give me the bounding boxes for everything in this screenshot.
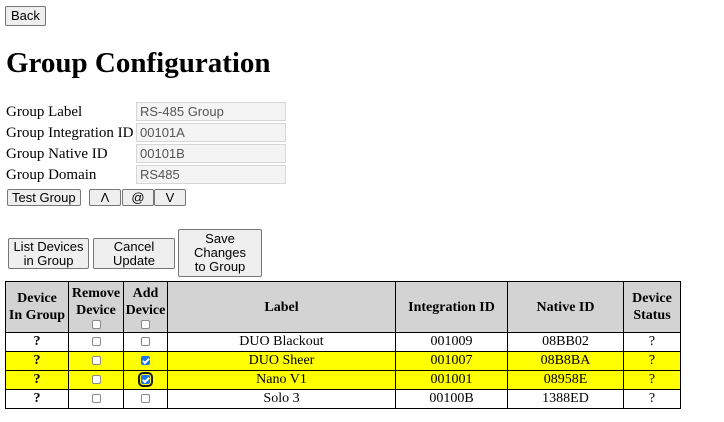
- status-cell: ?: [624, 390, 681, 409]
- label-cell: DUO Blackout: [168, 333, 396, 352]
- native-id-cell: 08958E: [508, 371, 624, 390]
- group-label-label: Group Label: [6, 104, 83, 120]
- native-id-cell: 08B8BA: [508, 352, 624, 371]
- add-cell: [124, 371, 168, 390]
- remove-device-checkbox[interactable]: [92, 394, 101, 403]
- back-button[interactable]: Back: [5, 6, 46, 26]
- device-table: [5, 281, 681, 409]
- in-group-cell: ?: [6, 352, 69, 371]
- remove-device-checkbox[interactable]: [92, 356, 101, 365]
- remove-cell: [69, 352, 124, 371]
- save-changes-button[interactable]: [178, 229, 262, 277]
- save-changes-label-1: Save: [205, 231, 235, 246]
- add-device-checkbox[interactable]: [141, 356, 150, 365]
- integration-id-cell: 001007: [396, 352, 508, 371]
- page-title: Group Configuration: [6, 47, 271, 79]
- in-group-cell: ?: [6, 371, 69, 390]
- remove-all-checkbox[interactable]: [92, 320, 101, 329]
- add-device-checkbox[interactable]: [141, 394, 150, 403]
- add-cell: [124, 333, 168, 352]
- header-status-line-1: Device: [632, 291, 672, 306]
- header-remove-device: [69, 282, 124, 333]
- header-add-line-2: Device: [125, 303, 166, 318]
- header-add-line-1: Add: [132, 286, 159, 301]
- remove-cell: [69, 333, 124, 352]
- remove-cell: [69, 371, 124, 390]
- label-cell: Nano V1: [168, 371, 396, 390]
- move-down-button[interactable]: V: [154, 189, 186, 206]
- add-cell: [124, 352, 168, 371]
- in-group-cell: ?: [6, 333, 69, 352]
- status-cell: ?: [624, 333, 681, 352]
- table-row: [6, 333, 681, 352]
- header-status-line-2: Status: [633, 308, 671, 323]
- header-integration-id: Integration ID: [396, 282, 508, 333]
- header-device-status: [624, 282, 681, 333]
- group-domain-input[interactable]: [136, 165, 286, 184]
- group-domain-label: Group Domain: [6, 167, 97, 183]
- native-id-cell: 1388ED: [508, 390, 624, 409]
- remove-device-checkbox[interactable]: [92, 337, 101, 346]
- group-integration-id-input[interactable]: [136, 123, 286, 142]
- integration-id-cell: 00100B: [396, 390, 508, 409]
- native-id-cell: 08BB02: [508, 333, 624, 352]
- add-device-checkbox[interactable]: [141, 337, 150, 346]
- status-cell: ?: [624, 352, 681, 371]
- label-cell: DUO Sheer: [168, 352, 396, 371]
- remove-cell: [69, 390, 124, 409]
- test-group-button[interactable]: Test Group: [7, 189, 81, 206]
- table-row: [6, 371, 681, 390]
- header-in-group-line-1: Device: [17, 291, 57, 306]
- add-device-checkbox[interactable]: [141, 375, 150, 384]
- save-changes-label-3: to Group: [194, 259, 246, 274]
- in-group-cell: ?: [6, 390, 69, 409]
- list-devices-button[interactable]: [8, 238, 89, 269]
- table-header-row: [6, 282, 681, 333]
- header-remove-line-2: Device: [76, 303, 116, 318]
- table-row: [6, 352, 681, 371]
- cancel-update-label-2: Update: [113, 252, 155, 268]
- cancel-update-label-1: Cancel: [113, 238, 155, 254]
- label-cell: Solo 3: [168, 390, 396, 409]
- integration-id-cell: 001009: [396, 333, 508, 352]
- table-row: [6, 390, 681, 409]
- integration-id-cell: 001001: [396, 371, 508, 390]
- header-device-in-group: [6, 282, 69, 333]
- add-cell: [124, 390, 168, 409]
- move-up-button[interactable]: Λ: [89, 189, 121, 206]
- list-devices-label-1: List Devices: [13, 238, 84, 254]
- status-cell: ?: [624, 371, 681, 390]
- list-devices-label-2: in Group: [23, 252, 74, 268]
- add-all-checkbox[interactable]: [141, 320, 150, 329]
- header-remove-line-1: Remove: [71, 286, 121, 301]
- header-label: Label: [168, 282, 396, 333]
- group-native-id-label: Group Native ID: [6, 146, 108, 162]
- group-native-id-input[interactable]: [136, 144, 286, 163]
- header-in-group-line-2: In Group: [8, 308, 66, 323]
- header-native-id: Native ID: [508, 282, 624, 333]
- group-label-input[interactable]: [136, 102, 286, 121]
- cancel-update-button[interactable]: [93, 238, 175, 269]
- identify-button[interactable]: @: [122, 189, 154, 206]
- save-changes-label-2: Changes: [193, 245, 247, 260]
- remove-device-checkbox[interactable]: [92, 375, 101, 384]
- group-integration-id-label: Group Integration ID: [6, 125, 134, 141]
- header-add-device: [124, 282, 168, 333]
